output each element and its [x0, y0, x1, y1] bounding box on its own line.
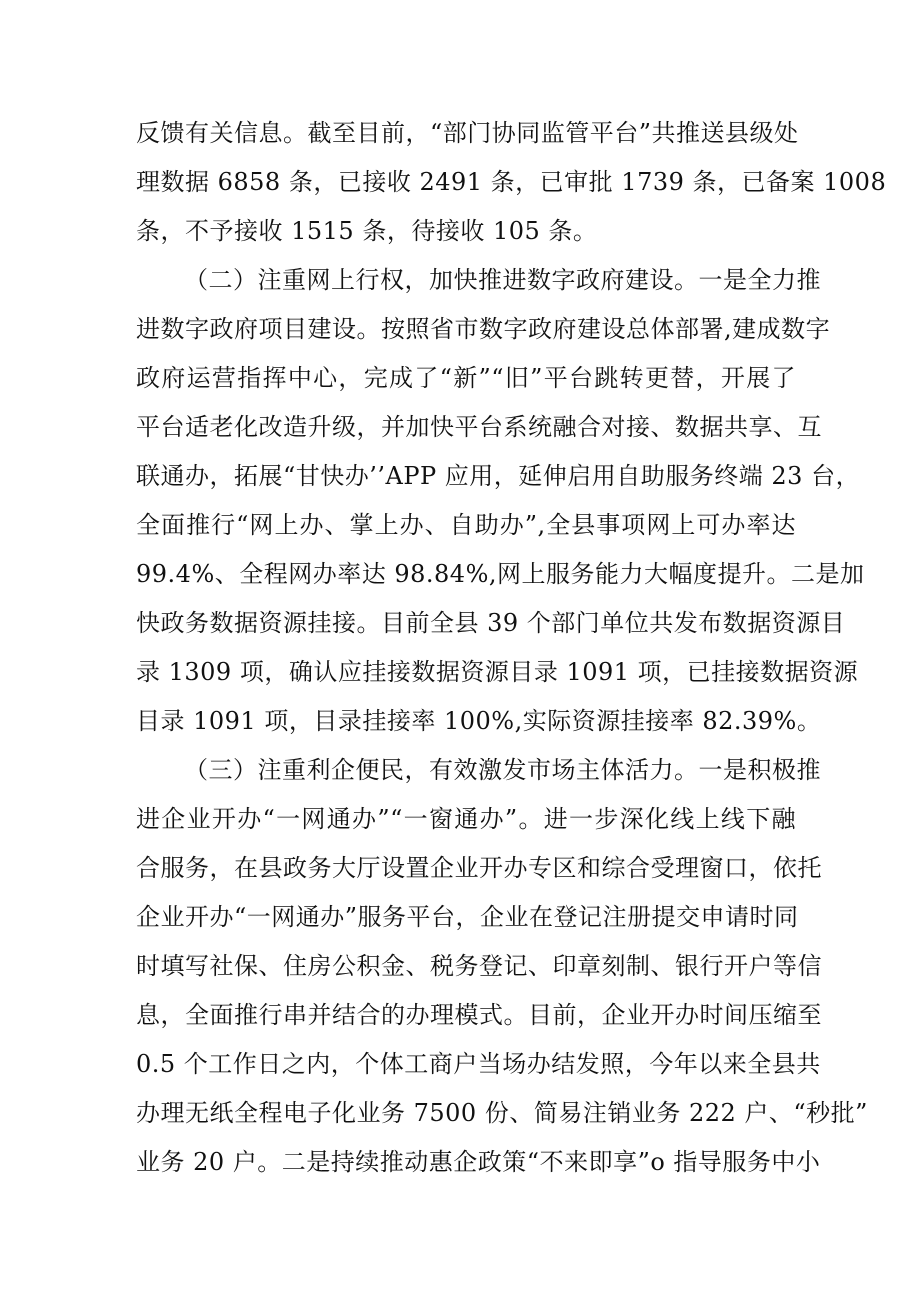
text-line-20: 0.5 个工作日之内，个体工商户当场办结发照，今年以来全县共 — [136, 1050, 821, 1078]
text-line-2: 理数据 6858 条，已接收 2491 条，已审批 1739 条，已备案 1008 — [136, 168, 887, 196]
text-line-3: 条，不予接收 1515 条，待接收 105 条。 — [136, 217, 598, 245]
text-line-5: 进数字政府项目建设。按照省市数字政府建设总体部署,建成数字 — [136, 315, 831, 343]
text-line-11: 快政务数据资源挂接。目前全县 39 个部门单位共发布数据资源目 — [136, 609, 846, 637]
text-line-21: 办理无纸全程电子化业务 7500 份、简易注销业务 222 户、“秒批” — [136, 1099, 868, 1127]
text-line-15: 进企业开办“一网通办”“一窗通办”。进一步深化线上线下融 — [136, 805, 796, 833]
text-line-6: 政府运营指挥中心，完成了“新”“旧”平台跳转更替，开展了 — [136, 364, 796, 392]
text-line-16: 合服务，在县政务大厅设置企业开办专区和综合受理窗口，依托 — [136, 854, 822, 882]
text-line-1: 反馈有关信息。截至目前，“部门协同监管平台”共推送县级处 — [136, 119, 799, 147]
text-line-18: 时填写社保、住房公积金、税务登记、印章刻制、银行开户等信 — [136, 952, 822, 980]
text-line-19: 息，全面推行串并结合的办理模式。目前，企业开办时间压缩至 — [136, 1001, 822, 1029]
text-line-13: 目录 1091 项，目录挂接率 100%,实际资源挂接率 82.39%。 — [136, 707, 822, 735]
text-line-10: 99.4%、全程网办率达 98.84%,网上服务能力大幅度提升。二是加 — [136, 560, 865, 588]
text-line-17: 企业开办“一网通办”服务平台，企业在登记注册提交申请时同 — [136, 903, 799, 931]
section-2-heading-line: （二）注重网上行权，加快推进数字政府建设。一是全力推 — [184, 266, 821, 294]
text-line-7: 平台适老化改造升级，并加快平台系统融合对接、数据共享、互 — [136, 413, 822, 441]
text-line-9: 全面推行“网上办、掌上办、自助办”,全县事项网上可办率达 — [136, 511, 796, 539]
section-3-heading-line: （三）注重利企便民，有效激发市场主体活力。一是积极推 — [184, 756, 821, 784]
text-line-22: 业务 20 户。二是持续推动惠企政策“不来即享”o 指导服务中小 — [136, 1148, 821, 1176]
text-line-12: 录 1309 项，确认应挂接数据资源目录 1091 项，已挂接数据资源 — [136, 658, 859, 686]
text-line-8: 联通办，拓展“甘快办’’APP 应用，延伸启用自助服务终端 23 台， — [136, 462, 861, 490]
